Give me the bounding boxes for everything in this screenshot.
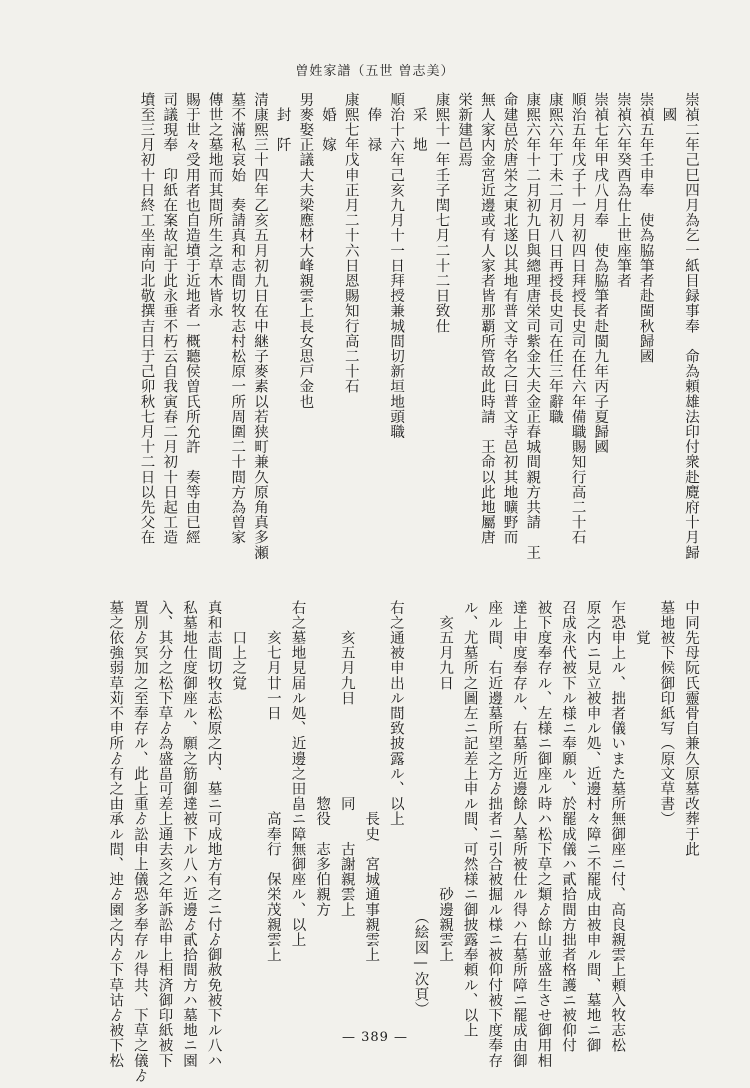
text-column: 男麥娶正議大夫梁應材大峰親雲上長女思戸金也 <box>297 92 314 410</box>
text-column: 俸 禄 <box>365 92 382 153</box>
text-column: 傳世之墓地而其間所生之草木皆永 <box>206 92 223 319</box>
upper-text-block <box>38 92 699 561</box>
text-column: 順治五年戊子十一月初四日拜授長史司在任六年備職賜知行高二十石 <box>569 92 586 545</box>
text-column: 崇禎七年甲戌八月奉 使為脇筆者赴閩九年丙子夏歸國 <box>592 92 609 455</box>
text-column: 封 阡 <box>274 92 291 153</box>
text-column: 墓地被下候御印紙写（原文草書） <box>658 600 675 827</box>
text-column: 中同先母阮氏靈骨自兼久原墓改葬于此 <box>683 600 699 857</box>
text-column: 墳至三月初十日終工坐南向北敬撰吉日于己卯秋七月十二日以先父在 <box>138 92 155 545</box>
text-column: 康熙六年十二月初九日與總理唐栄司紫金大夫金正春城間親方共請 王 <box>524 92 541 561</box>
text-column: 口上之覚 <box>230 600 247 691</box>
text-column: （絵図—次頁） <box>412 600 429 1018</box>
page-number: — 389 — <box>341 1030 409 1045</box>
text-column: 亥七月廿一日 高奉行 保栄茂親雲上 <box>264 600 281 963</box>
text-column: 國 <box>660 92 677 123</box>
text-column: 司議現奉 印紙在案故記于此永垂不朽云自我寅春二月初十日起工造 <box>161 92 178 545</box>
text-column: 覚 <box>633 600 650 646</box>
text-column: 原之内ニ見立被申ル処、近邊村々障ニ不罷成由被申ル間、墓地ニ御 <box>584 600 601 1053</box>
text-column: 墓不滿私哀始 奏請真和志間切牧志村松原一所周圍二十間方為曽家 <box>229 92 246 545</box>
page-header: 曽姓家譜（五世 曽志美） <box>295 64 455 79</box>
text-column: 亥五月九日 同 古謝親雲上 <box>338 600 355 918</box>
text-column: 賜于世々受用者也自造墳于近地者一概聽侯曽氏所允許 奏等由已經 <box>183 92 200 545</box>
text-column: 栄新建邑焉 <box>456 92 473 168</box>
text-column: 無人家内金宮近邊或有人家者皆那覇所管故此時請 王命以此地屬唐 <box>478 92 495 545</box>
text-column: 崇禎六年癸酉為仕上世座筆者 <box>614 92 631 289</box>
text-column: 乍恐申上ル、拙者儀いまた墓所無御座ニ付、高良親雲上頼入牧志松 <box>609 600 626 1053</box>
text-column: 康熙七年戊申正月二十六日恩賜知行高二十石 <box>342 92 359 394</box>
text-column: 右之通被申出ル間致披露ル、以上 <box>387 600 404 827</box>
text-column: 婚 嫁 <box>320 92 336 153</box>
text-column: 亥五月九日 砂邊親雲上 <box>437 600 454 963</box>
text-column: 私墓地仕度御座ル、願之筋御達被下ル八ハ近邊ゟ貳拾間方ハ墓地ニ園 <box>181 600 198 1069</box>
text-column: 康熙六年丁未二月初八日再授長史司在任三年辭職 <box>546 92 563 425</box>
text-column: 座ル間、右近邊墓所望之方ゟ拙者ニ引合被掘ル様ニ被仰付被下度奉存 <box>486 600 503 1069</box>
text-column: 被下度奉存ル、左様ニ御座ル時ハ松下草之類ゟ餘山並盛生させ御用相 <box>535 600 552 1069</box>
text-column: 右之墓地見届ル処、近邊之田畠ニ障無御座ル、以上 <box>289 600 306 948</box>
text-column: 墓之依強弱草苅不申所ゟ有之由承ル間、迚ゟ園之内ゟ下草诂ゟ被下松 <box>107 600 124 1069</box>
text-column: 康熙十一年壬子閏七月二十二日致仕 <box>433 92 450 334</box>
text-column: 達上申度奉存ル、右墓所近邊餘人墓所被仕ル得ハ右墓所障ニ罷成由御 <box>510 600 527 1069</box>
text-column: 清康熙三十四年乙亥五月初九日在中継子麥素以若狭町兼久原角真多瀬 <box>251 92 268 561</box>
text-column: 長史 宮城通事親雲上 <box>363 600 380 963</box>
text-column: 召成永代被下ル様ニ奉願ル、於罷成儀ハ貳拾間方拙者格護ニ被仰付 <box>560 600 577 1053</box>
text-column: 崇禎二年己巳四月為乞一紙目録事奉 命為頼雄法印付衆赴麑府十月歸 <box>683 92 699 561</box>
text-column: 采 地 <box>410 92 427 153</box>
text-column: ル、尤墓所之圖左ニ記差上申ル間、可然様ニ御披露奉頼ル、以上 <box>461 600 478 1038</box>
text-column: 命建邑於唐栄之東北遂以其地有普文寺名之曰普文寺邑初其地曠野而 <box>501 92 518 545</box>
text-column: 置別ゟ冥加之至奉存ル、此上重ゟ訟申上儀恐多奉存ル得共、下草之儀ゟ <box>131 600 148 1084</box>
text-column: 崇禎五年壬申奉 使為脇筆者赴閩秋歸國 <box>637 92 654 364</box>
text-column: 入、其分之松下草ゟ為盛畠可差上通去亥之年訴訟申上相済御印紙被下 <box>156 600 173 1069</box>
text-column: 真和志間切牧志松原之内、墓ニ可成地方有之ニ付ゟ御赦免被下ル八ハ <box>205 600 222 1069</box>
text-column: 順治十六年己亥九月十一日拜授兼城間切新垣地頭職 <box>388 92 405 440</box>
text-column: 惣役 志多伯親方 <box>314 600 331 918</box>
